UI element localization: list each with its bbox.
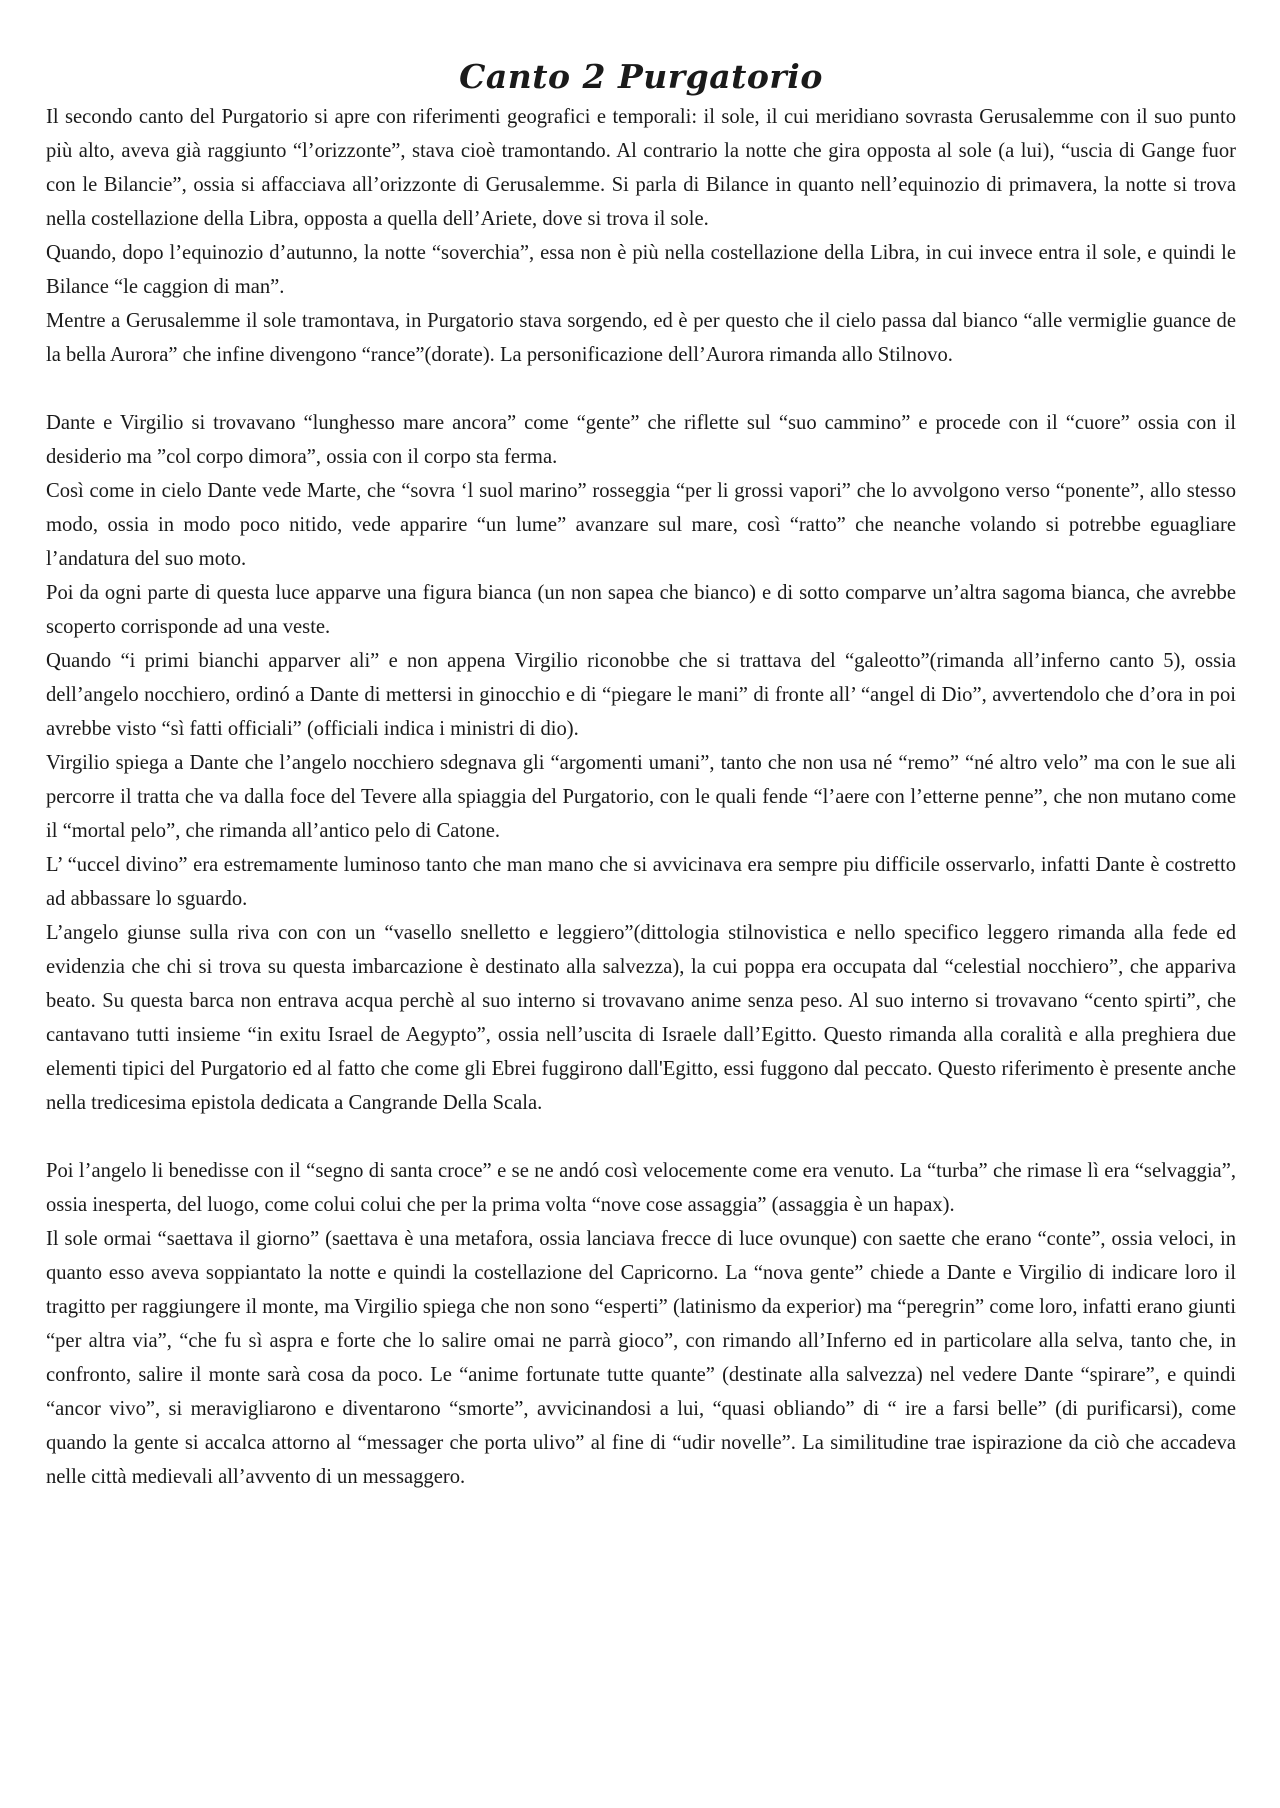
paragraph-7: Quando “i primi bianchi apparver ali” e non appena Virgilio riconobbe che si trattava del “galeotto”(rimanda all’inferno canto 5), ossia dell’angelo nocchiero, ordinó a Dante di mettersi in ginocchio e di “piegare le mani” di fronte all’ “angel di Dio”, avvertendolo che d’ora in poi avrebbe visto “sì fatti officiali” (officiali indica i ministri di dio). xyxy=(46,650,1236,740)
paragraph-spacer xyxy=(46,372,1236,406)
paragraph-3: Mentre a Gerusalemme il sole tramontava, in Purgatorio stava sorgendo, ed è per questo che il cielo passa dal bianco “alle vermiglie guance de la bella Aurora” che infine divengono “rance”(dorate). La personificazione dell’Aurora rimanda allo Stilnovo. xyxy=(46,310,1236,366)
paragraph-8: Virgilio spiega a Dante che l’angelo nocchiero sdegnava gli “argomenti umani”, tanto che non usa né “remo” “né altro velo” ma con le sue ali percorre il tratta che va dalla foce del Tevere alla spiaggia del Purgatorio, con le quali fende “l’aere con l’etterne penne”, che non mutano come il “mortal pelo”, che rimanda all’antico pelo di Catone. xyxy=(46,752,1236,842)
paragraph-4: Dante e Virgilio si trovavano “lunghesso mare ancora” come “gente” che riflette sul “suo cammino” e procede con il “cuore” ossia con il desiderio ma ”col corpo dimora”, ossia con il corpo sta ferma. xyxy=(46,412,1236,468)
page-title: Canto 2 Purgatorio xyxy=(459,57,823,96)
paragraph-5: Così come in cielo Dante vede Marte, che “sovra ‘l suol marino” rosseggia “per li grossi vapori” che lo avvolgono verso “ponente”, allo stesso modo, ossia in modo poco nitido, vede apparire “un lume” avanzare sul mare, così “ratto” che neanche volando si potrebbe eguagliare l’andatura del suo moto. xyxy=(46,480,1236,570)
paragraph-9: L’ “uccel divino” era estremamente luminoso tanto che man mano che si avvicinava era sempre piu difficile osservarlo, infatti Dante è costretto ad abbassare lo sguardo. xyxy=(46,854,1236,910)
paragraph-12: Il sole ormai “saettava il giorno” (saettava è una metafora, ossia lanciava frecce di luce ovunque) con saette che erano “conte”, ossia veloci, in quanto esso aveva soppiantato la notte e quindi la costellazione del Capricorno. La “nova gente” chiede a Dante e Virgilio di indicare loro il tragitto per raggiungere il monte, ma Virgilio spiega che non sono “esperti” (latinismo da experior) ma “peregrin” come loro, infatti erano giunti “per altra via”, “che fu sì aspra e forte che lo salire omai ne parrà gioco”, con rimando all’Inferno ed in particolare alla selva, tanto che, in confronto, salire il monte sarà cosa da poco. Le “anime fortunate tutte quante” (destinate alla salvezza) nel vedere Dante “spirare”, e quindi “ancor vivo”, si meravigliarono e diventarono “smorte”, avvicinandosi a lui, “quasi obliando” di “ ire a farsi belle” (di purificarsi), come quando la gente si accalca attorno al “messager che porta ulivo” al fine di “udir novelle”. La similitudine trae ispirazione da ciò che accadeva nelle città medievali all’avvento di un messaggero. xyxy=(46,1228,1236,1488)
document-page xyxy=(46,56,1236,1494)
paragraph-10: L’angelo giunse sulla riva con con un “vasello snelletto e leggiero”(dittologia stilnovistica e nello specifico leggero rimanda alla fede ed evidenzia che chi si trova su questa imbarcazione è destinato alla salvezza), la cui poppa era occupata dal “celestial nocchiero”, che appariva beato. Su questa barca non entrava acqua perchè al suo interno si trovavano anime senza peso. Al suo interno si trovavano “cento spirti”, che cantavano tutti insieme “in exitu Israel de Aegypto”, ossia nell’uscita di Israele dall’Egitto. Questo rimanda alla coralità e alla preghiera due elementi tipici del Purgatorio ed al fatto che come gli Ebrei fuggirono dall'Egitto, essi fuggono dal peccato. Questo riferimento è presente anche nella tredicesima epistola dedicata a Cangrande Della Scala. xyxy=(46,922,1236,1114)
paragraph-11: Poi l’angelo li benedisse con il “segno di santa croce” e se ne andó così velocemente come era venuto. La “turba” che rimase lì era “selvaggia”, ossia inesperta, del luogo, come colui colui che per la prima volta “nove cose assaggia” (assaggia è un hapax). xyxy=(46,1160,1236,1216)
paragraph-1: Il secondo canto del Purgatorio si apre con riferimenti geografici e temporali: il sole, il cui meridiano sovrasta Gerusalemme con il suo punto più alto, aveva già raggiunto “l’orizzonte”, stava cioè tramontando. Al contrario la notte che gira opposta al sole (a lui), “uscia di Gange fuor con le Bilancie”, ossia si affacciava all’orizzonte di Gerusalemme. Si parla di Bilance in quanto nell’equinozio di primavera, la notte si trova nella costellazione della Libra, opposta a quella dell’Ariete, dove si trova il sole. xyxy=(46,106,1236,230)
paragraph-spacer xyxy=(46,1120,1236,1154)
paragraph-2: Quando, dopo l’equinozio d’autunno, la notte “soverchia”, essa non è più nella costellazione della Libra, in cui invece entra il sole, e quindi le Bilance “le caggion di man”. xyxy=(46,242,1236,298)
paragraph-6: Poi da ogni parte di questa luce apparve una figura bianca (un non sapea che bianco) e di sotto comparve un’altra sagoma bianca, che avrebbe scoperto corrisponde ad una veste. xyxy=(46,582,1236,638)
